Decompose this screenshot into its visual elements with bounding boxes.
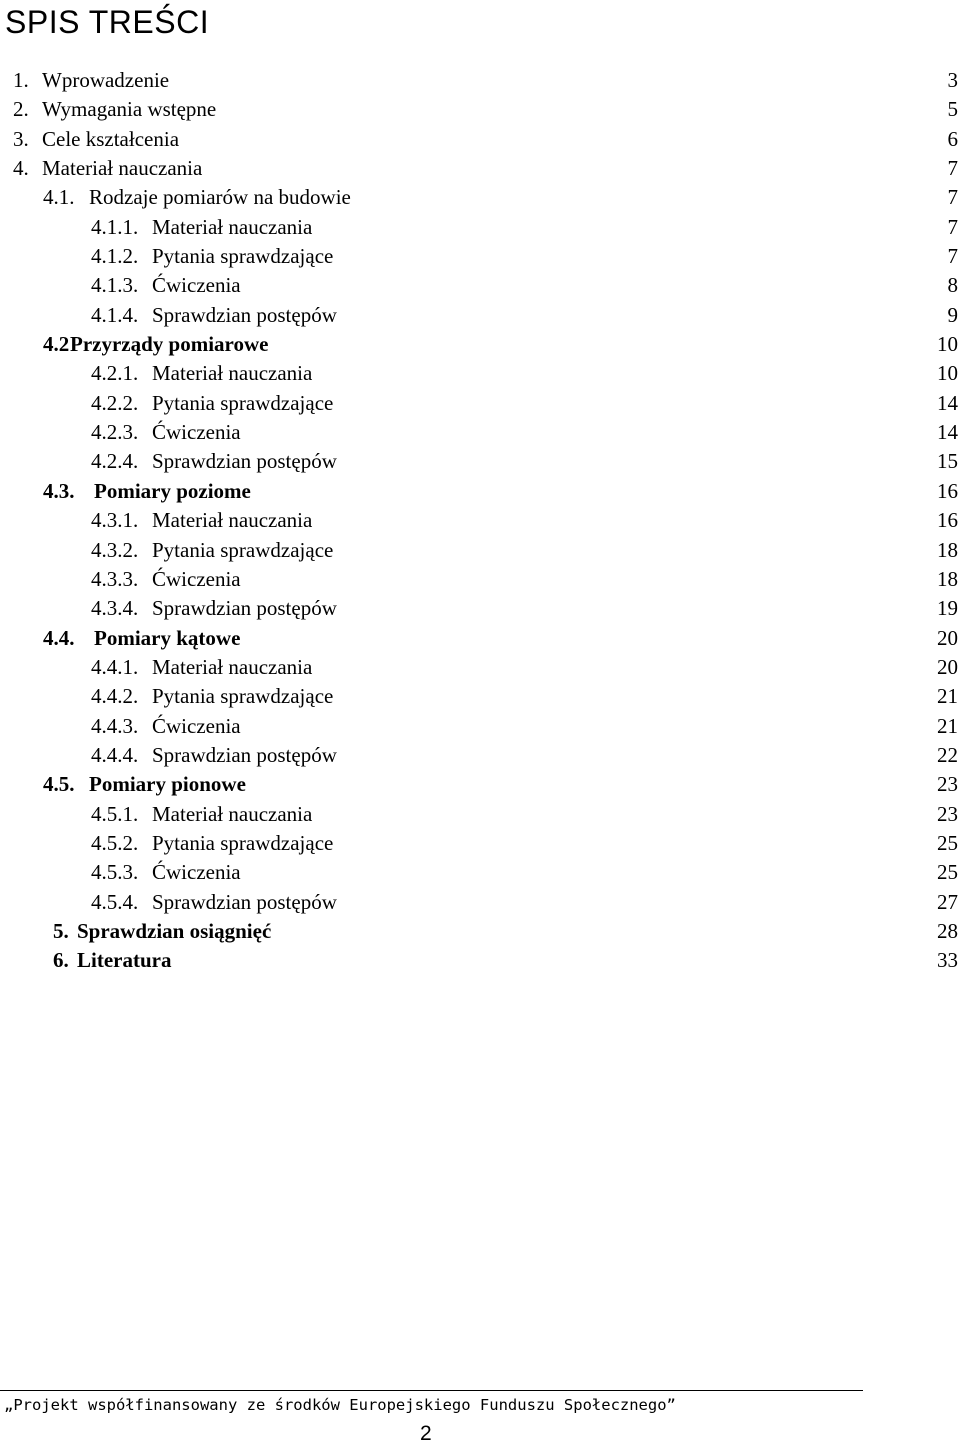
toc-entry: [0, 594, 960, 623]
toc-entry-label: Materiał nauczania: [152, 361, 313, 386]
toc-entry-page: 16: [937, 508, 958, 533]
toc-entry: [0, 359, 960, 388]
toc-entry: [0, 95, 960, 124]
toc-entry: [0, 242, 960, 271]
toc-entry-page: 33: [937, 948, 958, 973]
toc-entry-label: Ćwiczenia: [152, 860, 241, 885]
toc-entry-label: Pytania sprawdzające: [152, 244, 334, 269]
toc-entry: [0, 800, 960, 829]
table-of-contents: [0, 66, 960, 976]
toc-entry-number: 4.1.3.: [91, 273, 139, 298]
toc-entry-number: 4.3.1.: [91, 508, 139, 533]
toc-entry-number: 6.: [53, 948, 69, 973]
toc-entry: [0, 829, 960, 858]
toc-entry-page: 22: [937, 742, 958, 767]
toc-entry-label: Materiał nauczania: [152, 508, 313, 533]
toc-entry-label: Pytania sprawdzające: [152, 830, 334, 855]
toc-entry-page: 20: [937, 625, 958, 650]
toc-entry-number: 4.4.2.: [91, 684, 139, 709]
toc-entry: [0, 213, 960, 242]
toc-entry: [0, 183, 960, 212]
toc-entry-label: Ćwiczenia: [152, 713, 241, 738]
toc-entry-page: 7: [947, 185, 958, 210]
toc-entry-page: 25: [937, 830, 958, 855]
toc-entry-page: 15: [937, 449, 958, 474]
toc-entry-page: 10: [937, 361, 958, 386]
toc-entry-page: 3: [947, 68, 958, 92]
toc-entry-page: 19: [937, 596, 958, 621]
toc-entry-number: 4.5.2.: [91, 830, 139, 855]
toc-entry-number: 4.: [13, 156, 29, 181]
toc-entry: [0, 741, 960, 770]
page-number: 2: [420, 1422, 432, 1445]
toc-entry-page: 9: [947, 302, 958, 327]
toc-entry-number: 4.3.3.: [91, 566, 139, 591]
toc-entry-page: 25: [937, 860, 958, 885]
toc-entry: [0, 125, 960, 154]
toc-entry: [0, 858, 960, 887]
toc-entry-number: 4.5.1.: [91, 801, 139, 826]
toc-entry: [0, 624, 960, 653]
toc-entry-number: 5.: [53, 918, 69, 943]
toc-entry-number: 4.2: [43, 332, 70, 357]
toc-entry-label: Sprawdzian postępów: [152, 302, 337, 327]
toc-entry-label: Ćwiczenia: [152, 420, 241, 445]
toc-entry-number: 3.: [13, 126, 29, 151]
toc-entry-page: 21: [937, 713, 958, 738]
toc-entry-page: 8: [947, 273, 958, 298]
toc-entry-number: 4.1.1.: [91, 214, 139, 239]
toc-entry-label: Materiał nauczania: [152, 214, 313, 239]
toc-entry: [0, 506, 960, 535]
toc-entry-page: 14: [937, 390, 958, 415]
toc-entry-number: 4.5.3.: [91, 860, 139, 885]
toc-entry-page: 18: [937, 537, 958, 562]
toc-entry-number: 4.2.3.: [91, 420, 139, 445]
toc-entry-page: 7: [947, 244, 958, 269]
toc-entry-number: 4.2.2.: [91, 390, 139, 415]
footer-divider: [0, 1390, 863, 1391]
toc-entry-label: Przyrządy pomiarowe: [70, 332, 269, 357]
toc-entry-label: Pomiary poziome: [94, 478, 251, 503]
toc-entry-page: 6: [947, 126, 958, 151]
toc-entry-label: Materiał nauczania: [152, 801, 313, 826]
toc-entry-label: Materiał nauczania: [42, 156, 203, 181]
toc-entry: [0, 301, 960, 330]
toc-entry-label: Sprawdzian postępów: [152, 596, 337, 621]
toc-entry-label: Pytania sprawdzające: [152, 684, 334, 709]
toc-entry-page: 14: [937, 420, 958, 445]
toc-entry: [0, 271, 960, 300]
toc-entry-number: 4.3.4.: [91, 596, 139, 621]
toc-entry-label: Sprawdzian postępów: [152, 889, 337, 914]
toc-entry-number: 4.3.: [43, 478, 75, 503]
toc-entry: [0, 770, 960, 799]
toc-entry-number: 4.1.2.: [91, 244, 139, 269]
toc-entry: [0, 389, 960, 418]
toc-entry-number: 1.: [13, 68, 29, 92]
toc-entry-number: 4.2.4.: [91, 449, 139, 474]
toc-entry: [0, 917, 960, 946]
toc-entry-number: 2.: [13, 97, 29, 122]
toc-entry-label: Pytania sprawdzające: [152, 390, 334, 415]
toc-entry-page: 23: [937, 801, 958, 826]
toc-entry: [0, 946, 960, 975]
toc-entry-label: Literatura: [77, 948, 172, 973]
toc-entry-page: 28: [937, 918, 958, 943]
toc-entry-label: Ćwiczenia: [152, 273, 241, 298]
toc-entry-label: Cele kształcenia: [42, 126, 180, 151]
toc-entry-page: 5: [947, 97, 958, 122]
footer-text: „Projekt współfinansowany ze środków Europejskiego Funduszu Społecznego”: [4, 1396, 676, 1414]
toc-entry-number: 4.4.1.: [91, 654, 139, 679]
toc-entry-label: Wprowadzenie: [42, 68, 170, 92]
toc-entry: [0, 653, 960, 682]
toc-entry-label: Wymagania wstępne: [42, 97, 217, 122]
toc-entry-number: 4.5.4.: [91, 889, 139, 914]
toc-entry: [0, 536, 960, 565]
toc-entry-label: Pytania sprawdzające: [152, 537, 334, 562]
toc-entry: [0, 66, 960, 95]
toc-entry-page: 7: [947, 214, 958, 239]
toc-entry-label: Pomiary pionowe: [89, 772, 246, 797]
toc-entry-page: 20: [937, 654, 958, 679]
toc-entry-number: 4.5.: [43, 772, 75, 797]
toc-entry-page: 21: [937, 684, 958, 709]
toc-entry-label: Ćwiczenia: [152, 566, 241, 591]
toc-entry-page: 7: [947, 156, 958, 181]
toc-entry-page: 27: [937, 889, 958, 914]
toc-entry: [0, 712, 960, 741]
toc-entry-number: 4.1.: [43, 185, 75, 210]
toc-entry: [0, 565, 960, 594]
toc-entry-page: 10: [937, 332, 958, 357]
toc-entry: [0, 418, 960, 447]
toc-entry-label: Sprawdzian postępów: [152, 449, 337, 474]
toc-entry-page: 16: [937, 478, 958, 503]
toc-entry: [0, 477, 960, 506]
toc-entry-label: Rodzaje pomiarów na budowie: [89, 185, 351, 210]
toc-entry-number: 4.4.3.: [91, 713, 139, 738]
toc-entry: [0, 682, 960, 711]
toc-entry-page: 18: [937, 566, 958, 591]
toc-entry-number: 4.4.: [43, 625, 75, 650]
toc-entry-number: 4.4.4.: [91, 742, 139, 767]
toc-entry-label: Sprawdzian osiągnięć: [77, 918, 272, 943]
toc-entry-label: Materiał nauczania: [152, 654, 313, 679]
toc-entry-page: 23: [937, 772, 958, 797]
toc-entry: [0, 330, 960, 359]
toc-entry-label: Pomiary kątowe: [94, 625, 241, 650]
toc-entry-label: Sprawdzian postępów: [152, 742, 337, 767]
toc-entry: [0, 888, 960, 917]
page-title: SPIS TREŚCI: [5, 4, 210, 40]
toc-entry-number: 4.2.1.: [91, 361, 139, 386]
toc-entry: [0, 154, 960, 183]
toc-entry-number: 4.3.2.: [91, 537, 139, 562]
toc-entry-number: 4.1.4.: [91, 302, 139, 327]
toc-entry: [0, 447, 960, 476]
